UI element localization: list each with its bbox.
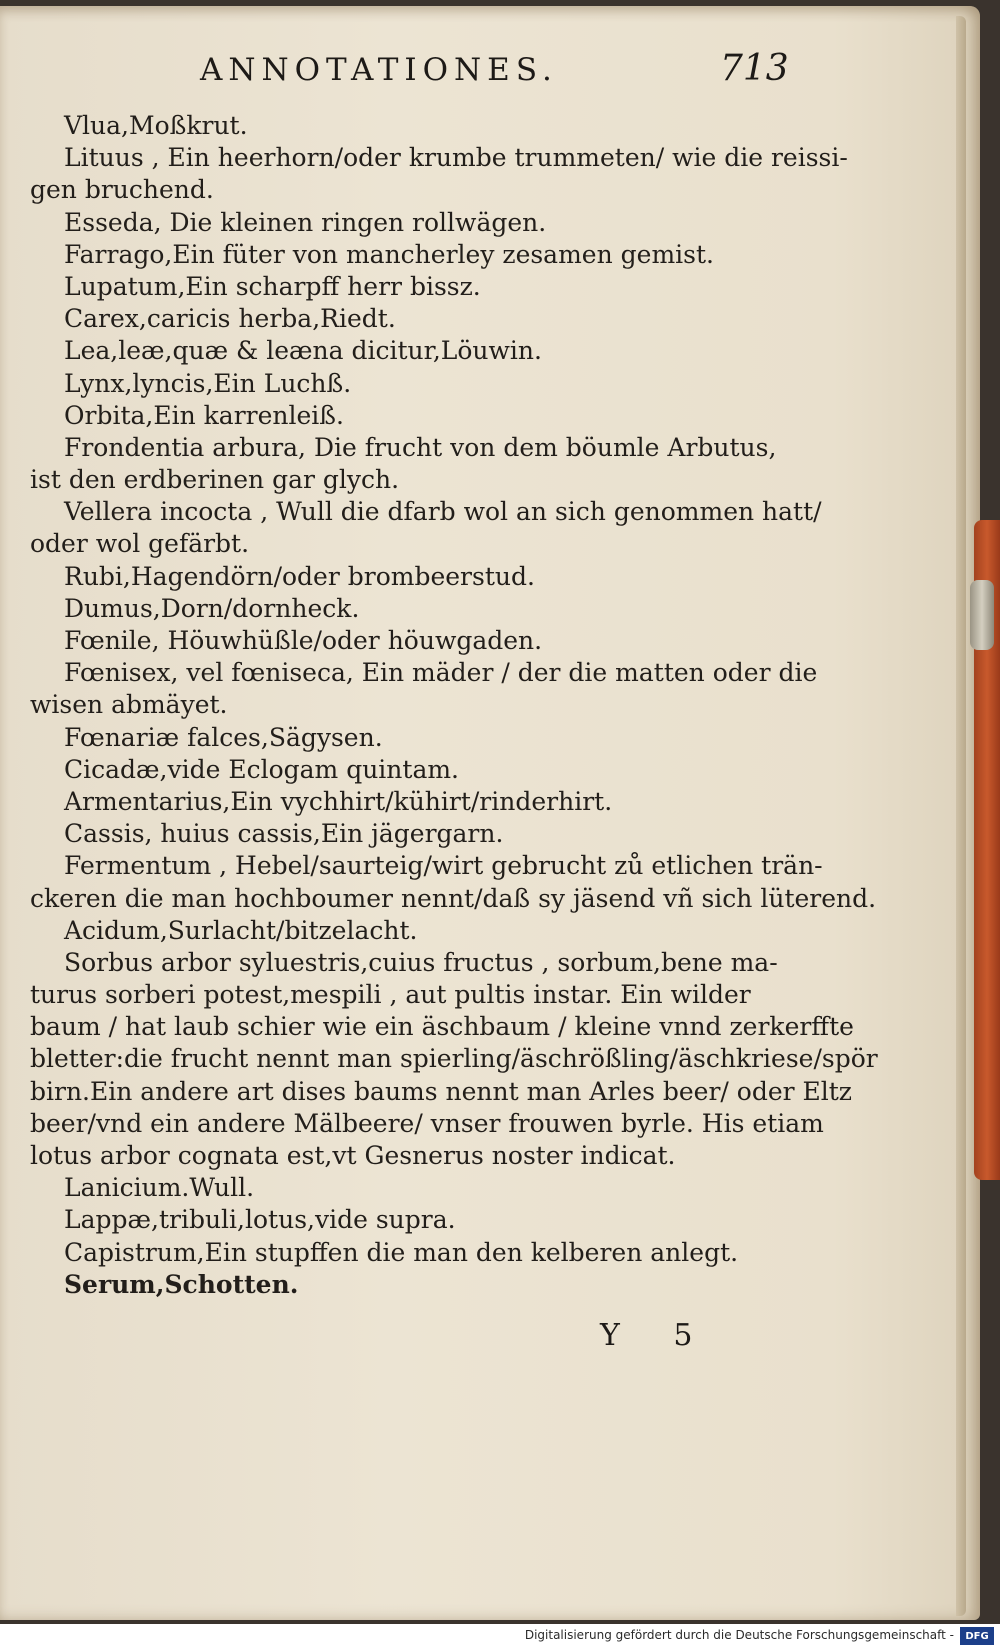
text-line: Lituus , Ein heerhorn/oder krumbe trummeten/ wie die reissi- [64,143,848,173]
text-line: Cassis, huius cassis,Ein jägergarn. [64,819,504,849]
text-line: Carex,caricis herba,Riedt. [64,304,396,334]
text-line: Fœnisex, vel fœniseca, Ein mäder / der die matten oder die [64,658,818,688]
text-line: Vlua,Moßkrut. [64,111,248,140]
text-line: Lanicium.Wull. [64,1173,255,1203]
text-line: Sorbus arbor syluestris,cuius fructus , sorbum,bene ma- [64,947,778,977]
text-line: Acidum,Surlacht/bitzelacht. [64,915,418,945]
text-line: turus sorberi potest,mespili , aut pultis instar. Ein wilder [30,980,751,1010]
text-line: gen bruchend. [30,175,214,205]
text-line: Vellera incocta , Wull die dfarb wol an sich genommen hatt/ [64,497,822,527]
page-footer [600,1318,720,1358]
text-line: Fermentum , Hebel/saurteig/wirt gebrucht zů etlichen trän- [64,851,823,881]
text-line: Lea,leæ,quæ & leæna dicitur,Löuwin. [64,336,542,366]
text-line: beer/vnd ein andere Mälbeere/ vnser frouwen byrle. His etiam [30,1108,824,1138]
book-clasp [970,580,994,650]
text-line: Esseda, Die kleinen ringen rollwägen. [64,207,547,237]
dfg-logo: DFG [960,1627,994,1645]
text-line: Rubi,Hagendörn/oder brombeerstud. [64,561,535,591]
text-line: bletter:die frucht nennt man spierling/äschrößling/äschkriese/spör [30,1044,878,1074]
text-line: baum / hat laub schier wie ein äschbaum / kleine vnnd zerkerffte [30,1012,854,1042]
text-line: Dumus,Dorn/dornheck. [64,593,360,623]
signature-mark: Y 5 [600,1318,715,1353]
running-head: ANNOTATIONES. [200,52,558,88]
text-line: Fœnariæ falces,Sägysen. [64,722,383,752]
text-line: Lynx,lyncis,Ein Luchß. [64,368,352,398]
text-line: Frondentia arbura, Die frucht von dem böumle Arbutus, [64,432,777,462]
text-line: Lupatum,Ein scharpff herr bissz. [64,271,481,301]
text-line: Capistrum,Ein stupffen die man den kelberen anlegt. [64,1237,739,1267]
text-line: Cicadæ,vide Eclogam quintam. [64,754,460,784]
text-line: ckeren die man hochboumer nennt/daß sy jäsend vñ sich lüterend. [30,883,877,913]
text-line: Lappæ,tribuli,lotus,vide supra. [64,1205,456,1235]
text-line: oder wol gefärbt. [30,529,250,559]
page-header [200,48,800,96]
text-line: ist den erdberinen gar glych. [30,465,400,495]
text-line: Serum,Schotten. [64,1269,299,1299]
digitization-credit: Digitalisierung gefördert durch die Deutsche Forschungsgemeinschaft - [524,1628,954,1642]
text-line: birn.Ein andere art dises baums nennt man Arles beer/ oder Eltz [30,1076,852,1106]
page-edge [956,16,966,1616]
text-line: wisen abmäyet. [30,690,228,720]
text-line: Armentarius,Ein vychhirt/kühirt/rinderhirt. [64,786,613,816]
text-line: Farrago,Ein füter von mancherley zesamen gemist. [64,239,714,269]
text-line: lotus arbor cognata est,vt Gesnerus noster indicat. [30,1141,676,1170]
credit-bar [0,1624,1000,1650]
page-number: 713 [720,48,789,89]
text-line: Fœnile, Höuwhüßle/oder höuwgaden. [64,626,543,655]
text-block [30,110,878,1301]
text-line: Orbita,Ein karrenleiß. [64,400,344,430]
